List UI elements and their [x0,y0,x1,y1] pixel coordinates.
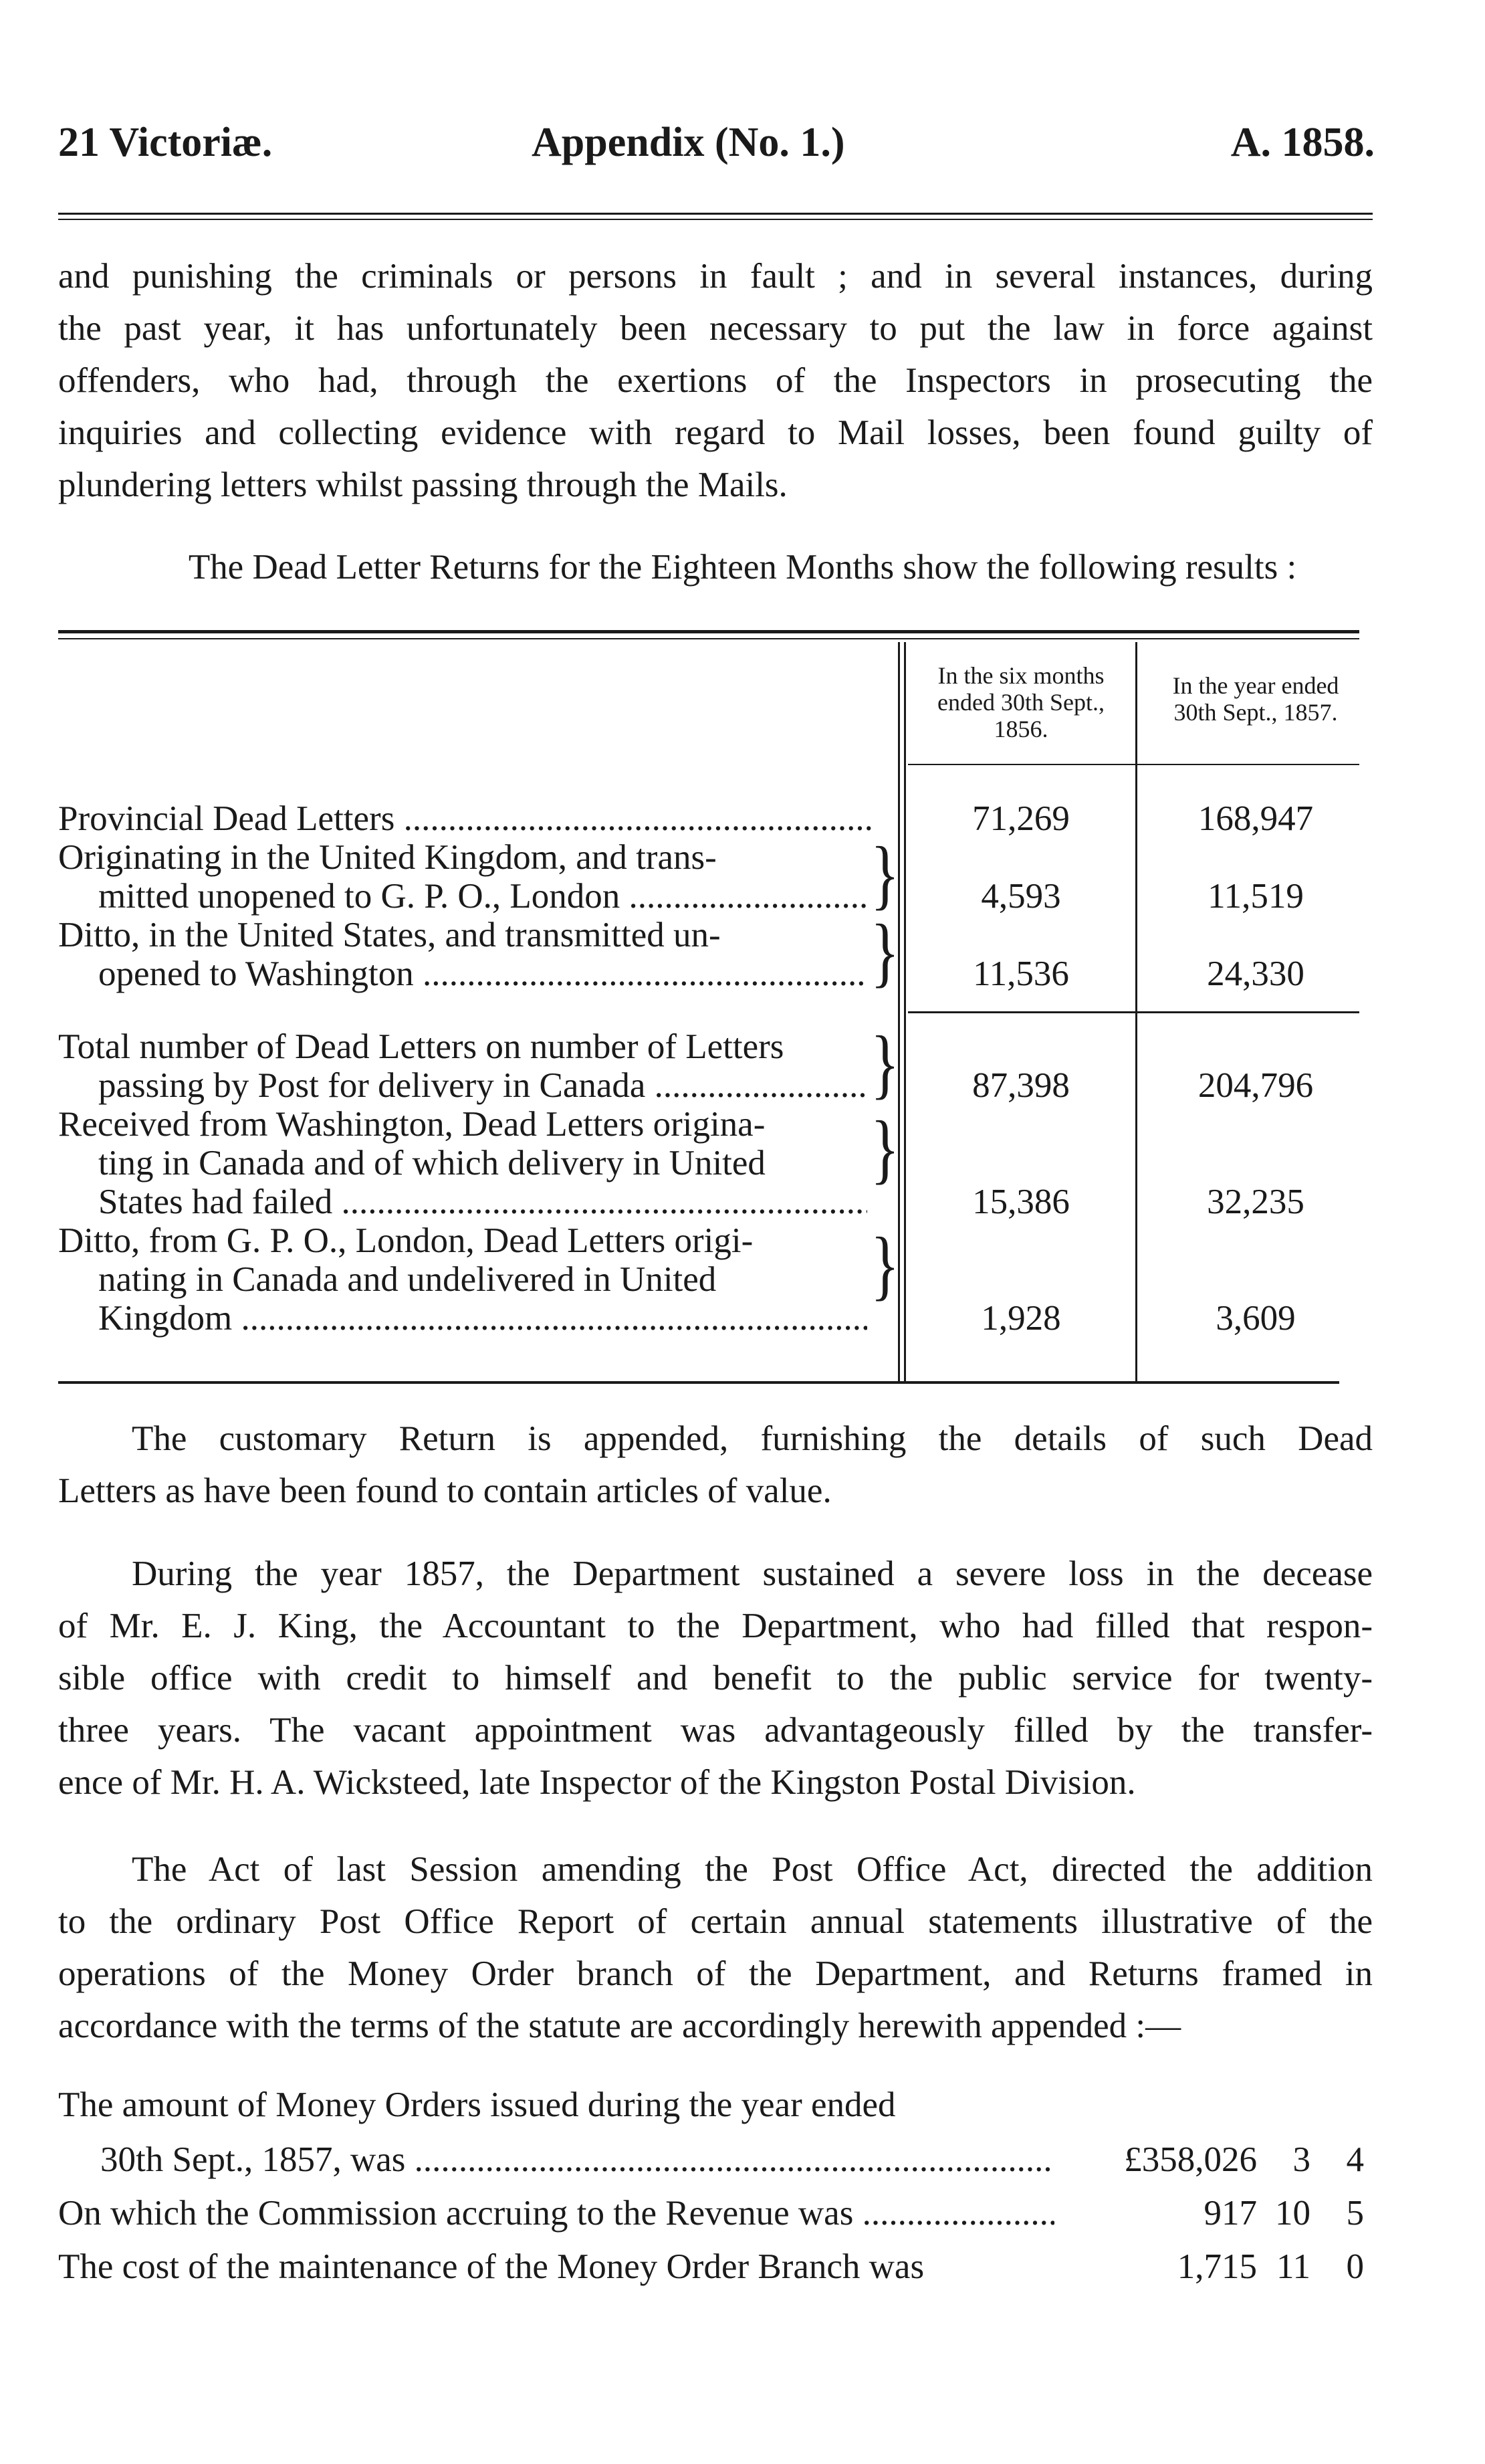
text-line: accordance with the terms of the statute are accordingly herewith appended :— [58,2007,1181,2045]
label-line: Provincial Dead Letters ..... [58,799,874,838]
label-line: Ditto, in the United States, and transmitted un- [58,916,721,954]
text-line: Letters as have been found to contain articles of value. [58,1471,832,1510]
label-line: nating in Canada and undelivered in United [98,1260,717,1299]
pence-value: 0 [1346,2247,1364,2286]
brace-icon: } [871,831,900,918]
text-line: the past year, it has unfortunately been necessary to put the law in force against [58,309,1373,348]
value-year: 204,796 [1197,1066,1314,1105]
money-order-act-paragraph [58,1843,1373,2052]
shillings-value: 11 [1276,2247,1310,2286]
pence-value: 4 [1346,2140,1364,2179]
text-line: and punishing the criminals or persons in fault ; and in several instances, during [58,257,1373,296]
shillings-value: 3 [1292,2140,1310,2179]
customary-return-paragraph [58,1413,1373,1517]
header-line: 30th Sept., 1857. [1173,699,1338,726]
accountant-paragraph [58,1548,1373,1809]
subtotal-rule [908,1011,1359,1013]
table-intro: The Dead Letter Returns for the Eighteen Months show the following results : [188,548,1297,587]
brace-icon: } [871,1106,900,1193]
text-line: The Act of last Session amending the Post Office Act, directed the addition [132,1850,1373,1889]
money-order-label: The cost of the maintenance of the Money Order Branch was [58,2247,925,2286]
pounds-value: 917 [1204,2194,1257,2233]
money-order-label [58,2194,1054,2233]
pounds-value: £358,026 [1124,2140,1257,2179]
label-line: Total number of Dead Letters on number of Letters [58,1027,784,1066]
text-line: The customary Return is appended, furnishing the details of such Dead [132,1419,1373,1458]
header-rule-bottom [58,219,1373,220]
header-rule-top [58,213,1373,215]
text-line: operations of the Money Order branch of the Department, and Returns framed in [58,1954,1373,1993]
text-line: sible office with credit to himself and benefit to the public service for twenty- [58,1659,1373,1698]
value-six-months: 11,536 [973,954,1069,993]
brace-icon: } [871,909,900,996]
label-line: Kingdom ..... [58,1299,867,1338]
table-row-label [58,799,874,838]
table-row-label [58,1027,867,1105]
table-row-label [58,1221,867,1338]
table-bottom-rule [58,1381,1339,1384]
value-year: 168,947 [1197,799,1314,838]
table-top-rule-thin [58,638,1359,639]
column-header-year [1139,672,1373,726]
header-line: In the year ended [1172,672,1339,699]
table-row-label [58,838,867,916]
label-line: passing by Post for delivery in Canada ..... [58,1066,867,1105]
label-line: States had failed ..... [58,1183,867,1221]
text-line: plundering letters whilst passing through the Mails. [58,466,788,504]
label-line: mitted unopened to G. P. O., London ..... [58,877,867,916]
text-line: ence of Mr. H. A. Wicksteed, late Inspector of the Kingston Postal Division. [58,1763,1136,1802]
text-line: three years. The vacant appointment was advantageously filled by the transfer- [58,1711,1373,1750]
value-year: 24,330 [1207,954,1304,993]
intro-paragraph [58,250,1373,511]
money-order-label [100,2140,1050,2179]
label-line: ting in Canada and of which delivery in United [98,1144,766,1183]
value-year: 11,519 [1208,877,1304,916]
text-line: During the year 1857, the Department sustained a severe loss in the decease [132,1554,1373,1593]
column-divider [904,642,906,1381]
shillings-value: 10 [1275,2194,1310,2233]
table-row-label [58,1105,867,1221]
text-line: of Mr. E. J. King, the Accountant to the Department, who had filled that respon- [58,1607,1373,1645]
header-line: In the six months [937,662,1105,689]
text-line: to the ordinary Post Office Report of certain annual statements illustrative of the [58,1902,1373,1941]
label-line: Originating in the United Kingdom, and trans- [58,838,717,877]
header-appendix: Appendix (No. 1.) [532,120,845,165]
pence-value: 5 [1346,2194,1364,2233]
label-text: On which the Commission accruing to the Revenue was ..... [58,2194,1054,2233]
value-six-months: 71,269 [972,799,1070,838]
label-line: Received from Washington, Dead Letters origina- [58,1105,766,1144]
text-line: offenders, who had, through the exertions of the Inspectors in prosecuting the [58,361,1373,400]
value-year: 32,235 [1207,1183,1304,1221]
pounds-value: 1,715 [1177,2247,1257,2286]
header-session: 21 Victoriæ. [58,120,273,165]
header-line: ended 30th Sept., [937,689,1105,716]
column-header-six-months [908,662,1134,742]
value-year: 3,609 [1216,1299,1296,1338]
header-underline [908,764,1359,765]
value-six-months: 1,928 [981,1299,1061,1338]
label-line: Ditto, from G. P. O., London, Dead Letters origi- [58,1221,754,1260]
brace-icon: } [871,1222,900,1309]
label-text: 30th Sept., 1857, was ..... [100,2140,1050,2179]
brace-icon: } [871,1021,900,1108]
table-row-label [58,916,867,993]
label-line: opened to Washington ..... [58,954,867,993]
text-line: inquiries and collecting evidence with regard to Mail losses, been found guilty of [58,413,1373,452]
header-line: 1856. [994,716,1048,742]
table-top-rule [58,630,1359,633]
value-six-months: 15,386 [972,1183,1070,1221]
header-year: A. 1858. [1230,120,1375,165]
value-six-months: 87,398 [972,1066,1070,1105]
value-six-months: 4,593 [981,877,1061,916]
money-order-heading: The amount of Money Orders issued during the year ended [58,2085,896,2124]
